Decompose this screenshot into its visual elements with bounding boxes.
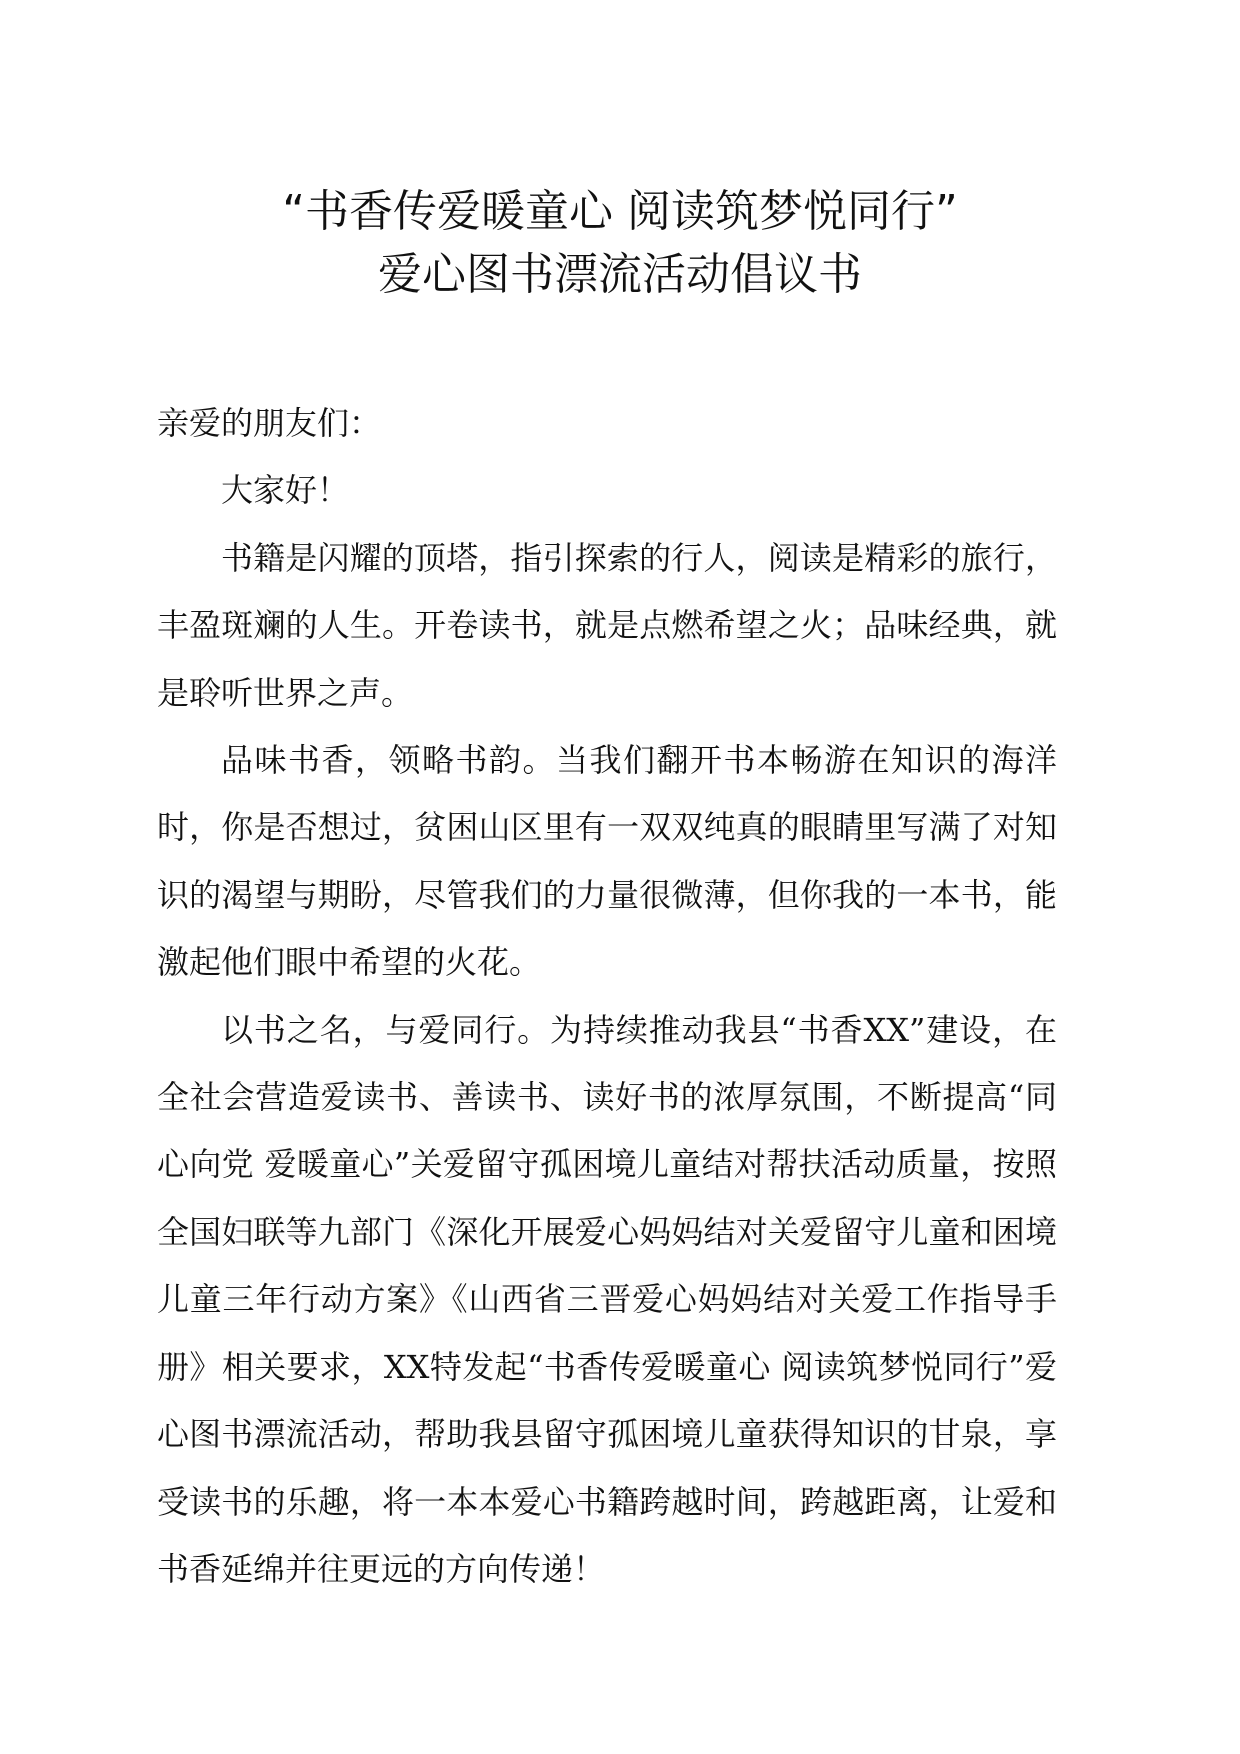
paragraph-reading-intro: 书籍是闪耀的顶塔，指引探索的行人，阅读是精彩的旅行，丰盈斑斓的人生。开卷读书，就是点燃希望之火；品味经典，就是聆听世界之声。 bbox=[157, 538, 1057, 712]
paragraph-initiative: 以书之名，与爱同行。为持续推动我县“书香XX”建设，在全社会营造爱读书、善读书、读好书的浓厚氛围，不断提高“同心向党 爱暖童心”关爱留守孤困境儿童结对帮扶活动质量，按照全国妇联等九部门《深化开展爱心妈妈结对关爱留守儿童和困境儿童三年行动方案》《山西省三晋爱心妈妈结对关爱工作指导手册》相关要求，XX特发起“书香传爱暖童心 阅读筑梦悦同行”爱心图书漂流活动，帮助我县留守孤困境儿童获得知识的甘泉，享受读书的乐趣，将一本本爱心书籍跨越时间，跨越距离，让爱和书香延绵并往更远的方向传递！ bbox=[157, 1010, 1057, 1588]
document-body bbox=[157, 390, 1057, 1603]
document-title-line-2: 爱心图书漂流活动倡议书 bbox=[378, 249, 862, 300]
paragraph-mountain-children: 品味书香，领略书韵。当我们翻开书本畅游在知识的海洋时，你是否想过，贫困山区里有一双双纯真的眼睛里写满了对知识的渴望与期盼，尽管我们的力量很微薄，但你我的一本书，能激起他们眼中希望的火花。 bbox=[157, 741, 1057, 982]
paragraph-greeting: 大家好！ bbox=[221, 471, 350, 510]
document-title-line-1: “书香传爱暖童心 阅读筑梦悦同行” bbox=[282, 186, 958, 237]
salutation: 亲爱的朋友们： bbox=[157, 404, 382, 442]
